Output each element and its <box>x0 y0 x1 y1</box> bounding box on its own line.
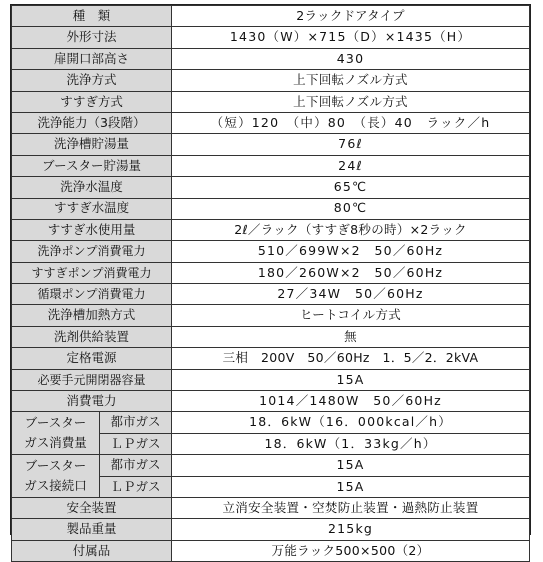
spec-row <box>12 497 530 518</box>
row-label: 洗浄能力（3段階） <box>12 112 172 133</box>
spec-row <box>12 241 530 262</box>
row-value: 無 <box>172 326 530 347</box>
spec-row <box>12 91 530 112</box>
row-label: すすぎ方式 <box>12 91 172 112</box>
row-label: 洗浄槽加熱方式 <box>12 305 172 326</box>
spec-row <box>12 155 530 176</box>
row-value: 76ℓ <box>172 134 530 155</box>
gas-connection-row-city <box>12 455 530 476</box>
row-value: 27／34W 50／60Hz <box>172 284 530 305</box>
row-value: 510／699W×2 50／60Hz <box>172 241 530 262</box>
spec-row <box>12 219 530 240</box>
row-label: 洗浄ポンプ消費電力 <box>12 241 172 262</box>
spec-row <box>12 177 530 198</box>
city-gas-label: 都市ガス <box>100 455 172 476</box>
gas-consumption-label-line2: ガス消費量 <box>24 435 87 451</box>
spec-sheet <box>10 4 531 558</box>
spec-row <box>12 540 530 561</box>
row-label: 安全装置 <box>12 497 172 518</box>
city-gas-label: 都市ガス <box>100 412 172 433</box>
spec-row <box>12 369 530 390</box>
spec-row <box>12 70 530 91</box>
spec-row <box>12 27 530 48</box>
row-value: 80℃ <box>172 198 530 219</box>
row-label: 洗浄水温度 <box>12 177 172 198</box>
row-value: （短）120 （中）80 （長）40 ラック／h <box>172 112 530 133</box>
row-label: 洗剤供給装置 <box>12 326 172 347</box>
spec-row <box>12 112 530 133</box>
row-value: 180／260W×2 50／60Hz <box>172 262 530 283</box>
city-gas-consumption-value: 18．6kW（16．000kcal／h） <box>172 412 530 433</box>
row-label: 洗浄方式 <box>12 70 172 91</box>
row-value: 2ラックドアタイプ <box>172 6 530 27</box>
spec-row <box>12 519 530 540</box>
spec-row <box>12 284 530 305</box>
row-value: 2ℓ／ラック（すすぎ8秒の時）×2ラック <box>172 219 530 240</box>
row-label: 消費電力 <box>12 391 172 412</box>
row-value: 215kg <box>172 519 530 540</box>
spec-row <box>12 262 530 283</box>
row-value: 立消安全装置・空焚防止装置・過熱防止装置 <box>172 497 530 518</box>
row-label: 循環ポンプ消費電力 <box>12 284 172 305</box>
row-value: 15A <box>172 369 530 390</box>
row-label: 扉開口部高さ <box>12 48 172 69</box>
spec-row <box>12 305 530 326</box>
row-value: 三相 200V 50／60Hz 1．5／2．2kVA <box>172 348 530 369</box>
row-value: 1014／1480W 50／60Hz <box>172 391 530 412</box>
gas-consumption-label <box>12 412 100 455</box>
row-value: 65℃ <box>172 177 530 198</box>
row-label: 付属品 <box>12 540 172 561</box>
row-label: ブースター貯湯量 <box>12 155 172 176</box>
row-label: 洗浄槽貯湯量 <box>12 134 172 155</box>
spec-table <box>11 5 530 562</box>
row-label: 必要手元開閉器容量 <box>12 369 172 390</box>
gas-connection-label-line1: ブースター <box>24 458 87 474</box>
row-label: すすぎ水温度 <box>12 198 172 219</box>
spec-row <box>12 391 530 412</box>
lp-gas-label: ＬＰガス <box>100 433 172 454</box>
spec-row <box>12 6 530 27</box>
spec-row <box>12 134 530 155</box>
lp-gas-label: ＬＰガス <box>100 476 172 497</box>
city-gas-connection-value: 15A <box>172 455 530 476</box>
lp-gas-connection-value: 15A <box>172 476 530 497</box>
row-value: ヒートコイル方式 <box>172 305 530 326</box>
spec-row <box>12 326 530 347</box>
row-value: 上下回転ノズル方式 <box>172 91 530 112</box>
lp-gas-consumption-value: 18．6kW（1．33kg／h） <box>172 433 530 454</box>
spec-row <box>12 348 530 369</box>
row-value: 24ℓ <box>172 155 530 176</box>
gas-connection-label-line2: ガス接続口 <box>24 478 87 494</box>
spec-row <box>12 198 530 219</box>
row-value: 430 <box>172 48 530 69</box>
row-label: 定格電源 <box>12 348 172 369</box>
row-value: 万能ラック500×500（2） <box>172 540 530 561</box>
row-label: 外形寸法 <box>12 27 172 48</box>
spec-row <box>12 48 530 69</box>
gas-connection-label <box>12 455 100 498</box>
row-label: すすぎ水使用量 <box>12 219 172 240</box>
row-label: 種 類 <box>12 6 172 27</box>
row-label: 製品重量 <box>12 519 172 540</box>
row-label: すすぎポンプ消費電力 <box>12 262 172 283</box>
gas-consumption-row-city <box>12 412 530 433</box>
gas-consumption-label-line1: ブースター <box>24 415 87 431</box>
row-value: 1430（W）×715（D）×1435（H） <box>172 27 530 48</box>
row-value: 上下回転ノズル方式 <box>172 70 530 91</box>
